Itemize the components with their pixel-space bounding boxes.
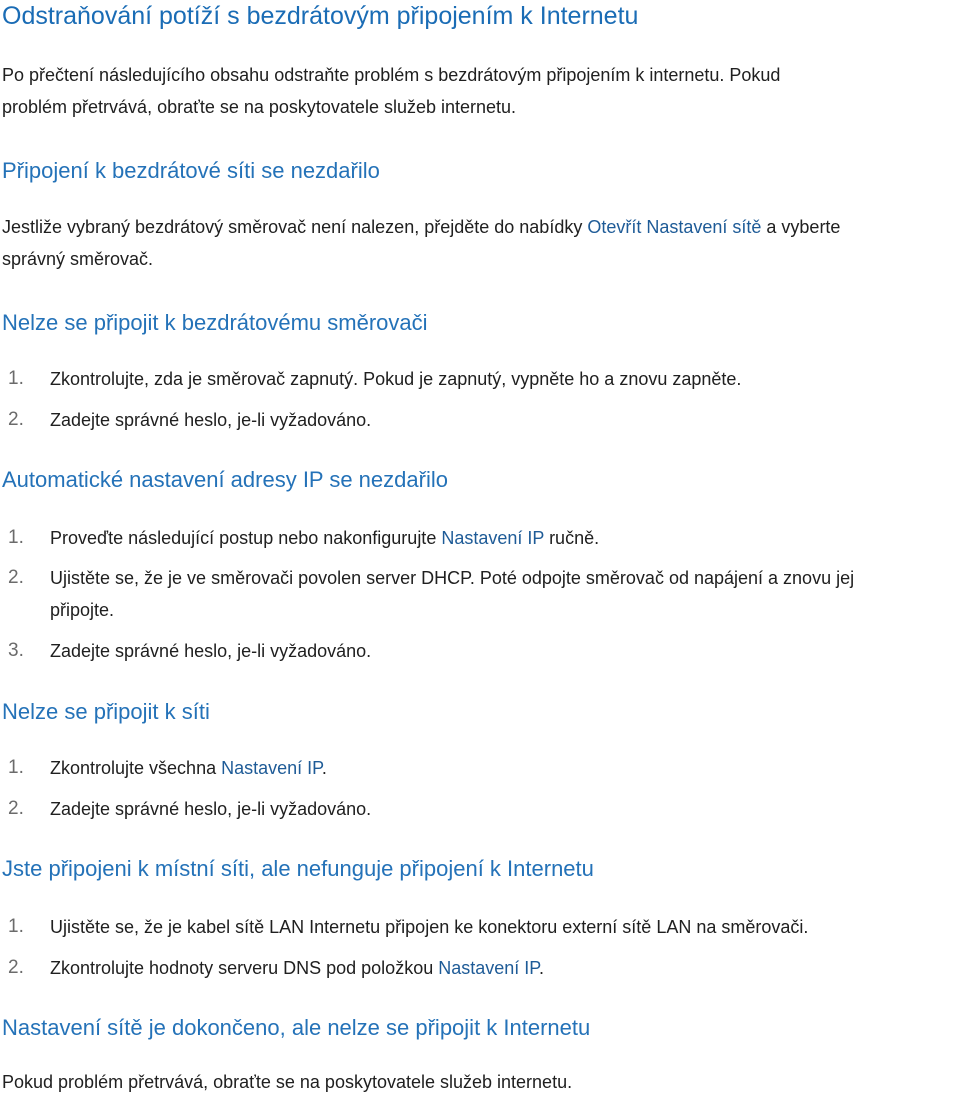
section-heading-local-network-no-internet: Jste připojeni k místní síti, ale nefunguje připojení k Internetu	[2, 856, 594, 881]
list-item: Zadejte správné heslo, je-li vyžadováno.	[50, 641, 372, 661]
list-item: Zadejte správné heslo, je-li vyžadováno.	[50, 799, 372, 819]
ip-settings-link[interactable]: Nastavení IP	[441, 528, 545, 548]
list-item-number: 1.	[8, 757, 24, 778]
list-item-text: .	[321, 758, 327, 778]
paragraph-text: Jestliže vybraný bezdrátový směrovač není nalezen, přejděte do nabídky	[2, 217, 588, 237]
list-item-number: 3.	[8, 640, 24, 661]
list-item: Ujistěte se, že je kabel sítě LAN Internetu připojen ke konektoru externí sítě LAN na směrovači.	[50, 917, 809, 937]
section-heading-cannot-connect-network: Nelze se připojit k síti	[2, 699, 210, 724]
list-item-number: 1.	[8, 527, 24, 548]
list-item: Zkontrolujte, zda je směrovač zapnutý. Pokud je zapnutý, vypněte ho a znovu zapněte.	[50, 369, 742, 389]
page-title: Odstraňování potíží s bezdrátovým připojením k Internetu	[2, 2, 639, 30]
ip-settings-link[interactable]: Nastavení IP	[438, 958, 539, 978]
list-item-number: 2.	[8, 798, 24, 819]
section-heading-auto-ip-failed: Automatické nastavení adresy IP se nezdařilo	[2, 467, 448, 492]
intro-line-1: Po přečtení následujícího obsahu odstraňte problém s bezdrátovým připojením k internetu. Pokud	[2, 65, 781, 85]
open-network-settings-link[interactable]: Otevřít Nastavení sítě	[587, 217, 762, 237]
ip-settings-link[interactable]: Nastavení IP	[221, 758, 322, 778]
list-item-line-2: připojte.	[50, 600, 115, 620]
list-item-text: .	[538, 958, 544, 978]
list-item	[50, 522, 599, 554]
list-item	[50, 752, 327, 784]
list-item-line-1: Ujistěte se, že je ve směrovači povolen server DHCP. Poté odpojte směrovač od napájení a znovu jej	[50, 568, 855, 588]
list-item-text: Proveďte následující postup nebo nakonfigurujte	[50, 528, 442, 548]
list-item-number: 1.	[8, 368, 24, 389]
list-item	[50, 952, 544, 984]
list-item-text: Zkontrolujte hodnoty serveru DNS pod položkou	[50, 958, 439, 978]
section-heading-cannot-connect-router: Nelze se připojit k bezdrátovému směrovači	[2, 310, 428, 335]
list-item-number: 2.	[8, 409, 24, 430]
list-item-number: 2.	[8, 567, 24, 588]
list-item: Zadejte správné heslo, je-li vyžadováno.	[50, 410, 372, 430]
list-item-number: 1.	[8, 916, 24, 937]
paragraph-text: a vyberte	[761, 217, 841, 237]
list-item-number: 2.	[8, 957, 24, 978]
section-heading-setup-done-no-internet: Nastavení sítě je dokončeno, ale nelze se připojit k Internetu	[2, 1015, 591, 1040]
list-item-text: Zkontrolujte všechna	[50, 758, 222, 778]
section-6-paragraph: Pokud problém přetrvává, obraťte se na poskytovatele služeb internetu.	[2, 1072, 573, 1092]
section-1-paragraph-line-2: správný směrovač.	[2, 249, 154, 269]
intro-line-2: problém přetrvává, obraťte se na poskytovatele služeb internetu.	[2, 97, 517, 117]
section-heading-wireless-connect-failed: Připojení k bezdrátové síti se nezdařilo	[2, 158, 380, 183]
list-item-text: ručně.	[544, 528, 600, 548]
section-1-paragraph-line-1	[2, 211, 840, 243]
